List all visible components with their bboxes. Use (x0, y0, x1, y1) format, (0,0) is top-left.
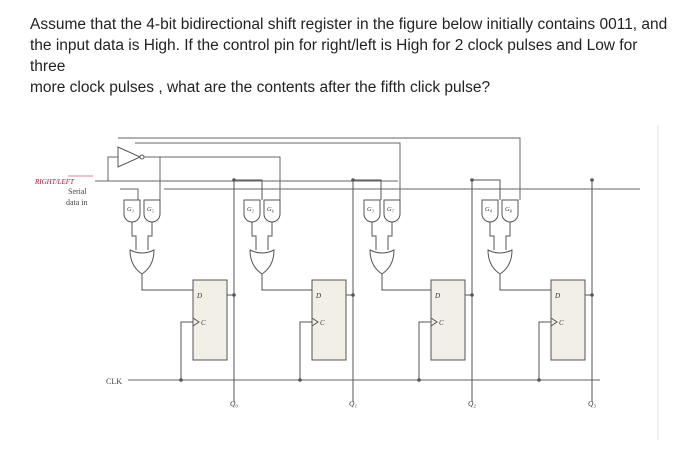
wire-and-a-to-or (252, 222, 256, 250)
wire-and-a-to-or (490, 222, 494, 250)
or-gate (370, 250, 394, 274)
wire-and-b-to-or (506, 222, 510, 250)
or-gate (488, 250, 512, 274)
wire-or-to-d (500, 274, 551, 290)
wire-clk-to-c (539, 322, 551, 380)
gate-label-b: G₇ (387, 206, 394, 213)
or-gate (250, 250, 274, 274)
wire-clk-to-c (419, 322, 431, 380)
gate-label-a: G₄ (485, 206, 492, 213)
ff-d-label: D (555, 292, 561, 300)
gate-label-b: G₆ (267, 206, 274, 213)
ff-d-label: D (435, 292, 441, 300)
top-junction-dot (351, 178, 355, 182)
ff-d-label: D (197, 292, 203, 300)
wire-clk-to-c (181, 322, 193, 380)
top-junction-dot (470, 178, 474, 182)
serial-label-line-1: Serial (68, 187, 87, 196)
ff-c-label: C (201, 319, 206, 327)
right-left-label: RIGHT/LEFT (35, 178, 74, 186)
ff-c-label: C (559, 319, 564, 327)
wire-clk-to-c (300, 322, 312, 380)
gate-label-a: G₂ (247, 206, 254, 213)
gate-label-a: G₃ (367, 206, 374, 213)
question-line-2: the input data is High. If the control pin for right/left is High for 2 clock pulses and Low for three (30, 37, 638, 75)
question-line-3: more clock pulses , what are the contents after the fifth click pulse? (30, 79, 491, 96)
wire-or-to-d (382, 274, 431, 290)
wire-and-a-to-or (132, 222, 136, 250)
serial-label-line-2: data in (66, 198, 88, 207)
wire-and-b-to-or (268, 222, 272, 250)
top-junction-dot (590, 178, 594, 182)
clk-junction-dot (537, 378, 541, 382)
wire-and-b-to-or (148, 222, 152, 250)
stages (124, 178, 596, 408)
inverter-bubble (140, 155, 144, 159)
wire-or-to-d (142, 274, 193, 290)
ff-c-label: C (320, 319, 325, 327)
gate-label-a: G₁ (127, 206, 134, 213)
gate-label-b: G₅ (147, 206, 154, 213)
wire-feedback-right (353, 180, 381, 200)
wire-feedback-right (472, 180, 500, 200)
or-gate (130, 250, 154, 274)
wire-feedback-right (234, 180, 262, 200)
wire-and-b-to-or (388, 222, 392, 250)
ff-c-label: C (439, 319, 444, 327)
wire-and-a-to-or (372, 222, 376, 250)
q-output-label: Q₁ (349, 399, 358, 408)
question-line-1: Assume that the 4-bit bidirectional shift register in the figure below initially contains 0011, and (30, 16, 668, 33)
gate-label-b: G₈ (505, 206, 512, 213)
wire-or-to-d (262, 274, 312, 290)
clk-label: CLK (106, 377, 122, 386)
q-output-label: Q₀ (230, 399, 239, 408)
clk-junction-dot (179, 378, 183, 382)
clk-junction-dot (417, 378, 421, 382)
q-output-label: Q₂ (468, 399, 477, 408)
q-output-label: Q₃ (588, 399, 597, 408)
inverter-triangle (118, 147, 140, 167)
ff-d-label: D (316, 292, 322, 300)
clk-junction-dot (298, 378, 302, 382)
top-junction-dot (232, 178, 236, 182)
